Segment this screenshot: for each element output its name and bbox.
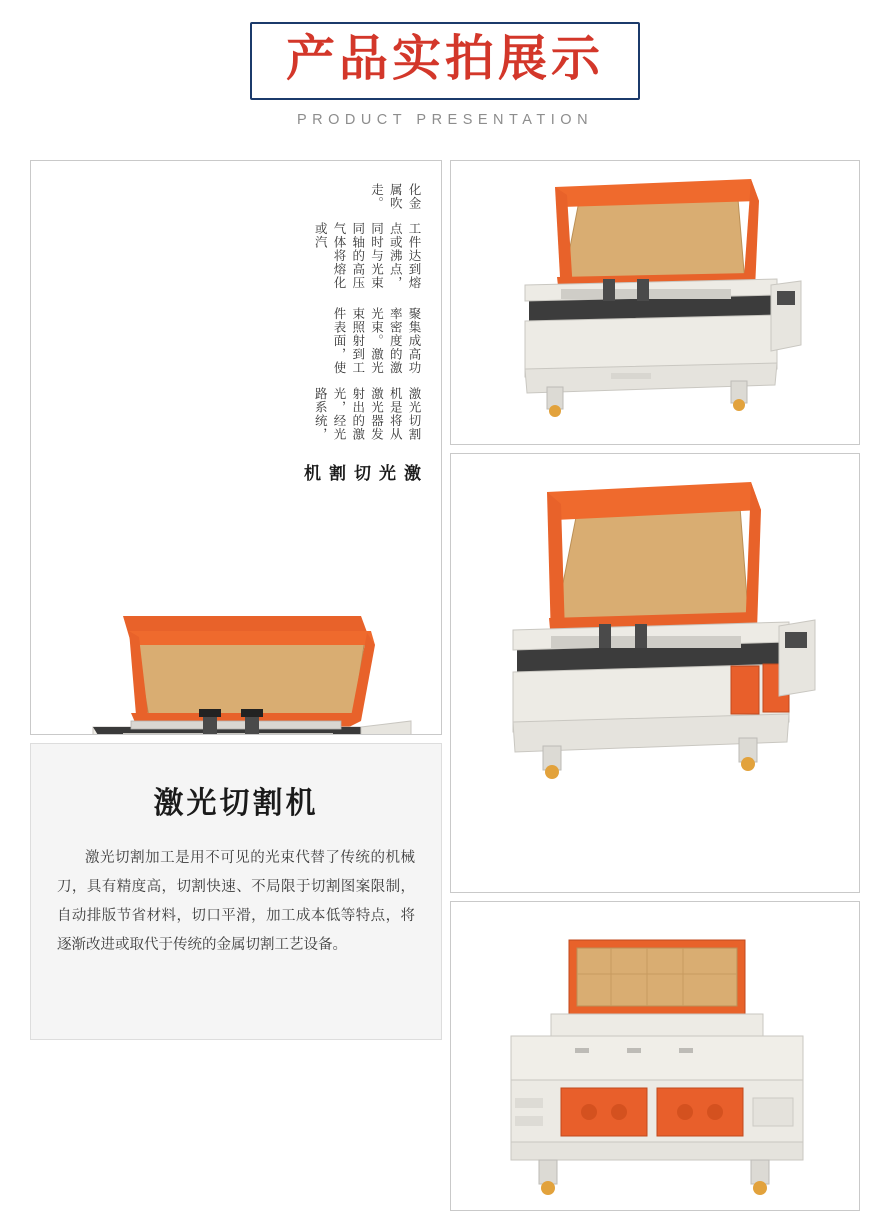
- description-title: 激光切割机: [153, 786, 319, 821]
- laser-machine-illustration-top-right: [451, 161, 859, 444]
- laser-machine-illustration-bottom-right: [451, 902, 859, 1210]
- machine-photo-mid-right: [451, 454, 859, 892]
- machine-photo-left: [31, 161, 441, 734]
- page-header: [0, 0, 890, 128]
- panel-left-description-photo: [30, 160, 442, 735]
- title-box: [250, 22, 640, 100]
- panel-mid-right-photo: [450, 453, 860, 893]
- panel-bottom-left-description: [30, 743, 442, 1040]
- laser-machine-illustration-mid-right: [451, 454, 859, 892]
- vertical-line-1: 激光切割机是将从激光器发射出的激光，经光路系统，: [313, 386, 422, 441]
- laser-machine-illustration-left: [31, 161, 442, 734]
- page-title: 产品实拍展示: [285, 30, 604, 87]
- vertical-line-2: 聚集成高功率密度的激光束。激光束照射到工件表面，使: [332, 307, 422, 375]
- vertical-line-3: 工件达到熔点或沸点，同时与光束同轴的高压气体将熔化或汽: [313, 222, 422, 290]
- description-body: 激光切割加工是用不可见的光束代替了传统的机械刀，具有精度高，切割快速、不局限于切割图案限制，自动排版节省材料，切口平滑，加工成本低等特点，将逐渐改进或取代于传统的金属切割工艺设备。: [57, 850, 415, 953]
- machine-photo-bottom-right: [451, 902, 859, 1210]
- panel-bottom-right-photo: [450, 901, 860, 1211]
- vertical-line-4: 化金属吹走。: [369, 183, 422, 211]
- page-subtitle: PRODUCT PRESENTATION: [296, 111, 594, 128]
- product-gallery: [30, 160, 860, 1040]
- panel-top-right-photo: [450, 160, 860, 445]
- machine-photo-top-right: [451, 161, 859, 444]
- vertical-heading: 激光切割机: [300, 463, 420, 483]
